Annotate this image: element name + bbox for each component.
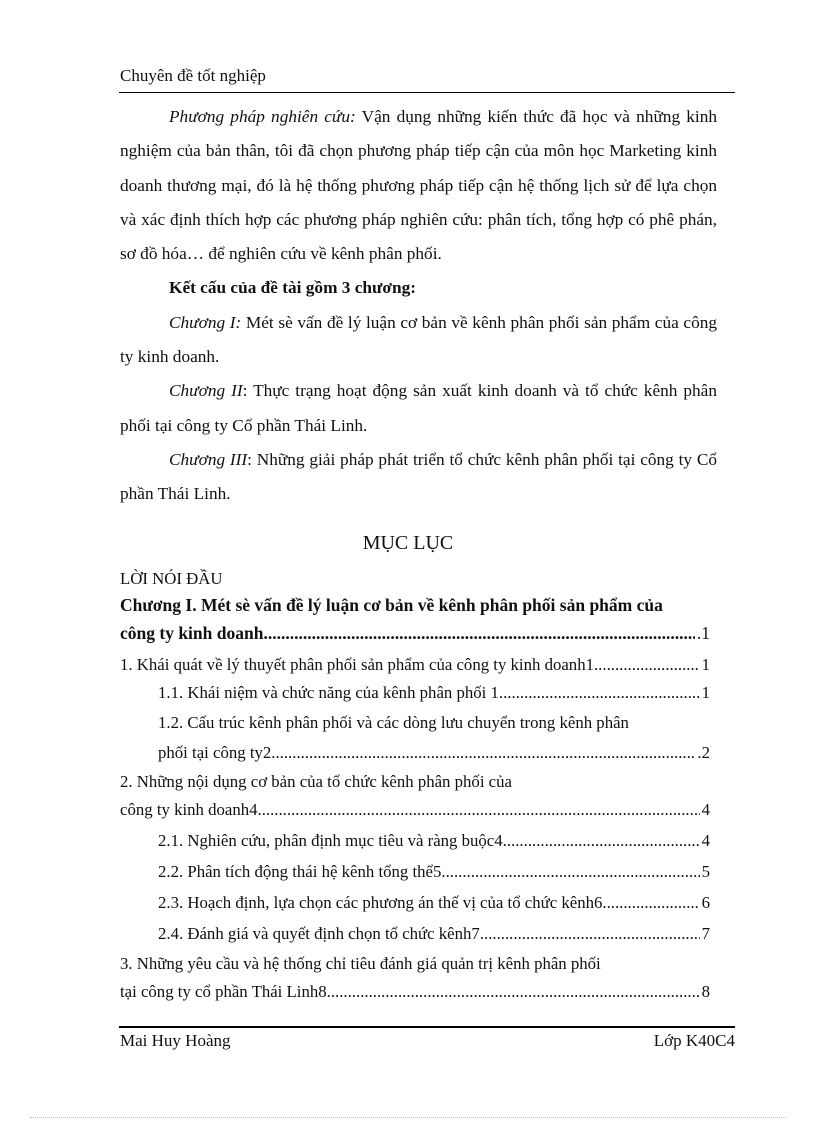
header-rule (119, 92, 735, 93)
toc-page-number: 1 (701, 683, 710, 702)
toc-entry-text: 1.1. Khái niệm và chức năng của kênh phân phối 1 (158, 683, 499, 702)
chapter-label: Chương I: (169, 312, 242, 332)
toc-entry-1-2[interactable] (120, 740, 710, 766)
toc-entry-2-1[interactable] (120, 828, 710, 854)
toc-entry-text: 1. Khái quát về lý thuyết phân phối sản phẩm của công ty kinh doanh1 (120, 655, 594, 674)
toc-leader (602, 890, 699, 916)
toc-title: MỤC LỤC (362, 532, 454, 554)
toc-entry-text: 2.4. Đánh giá và quyết định chọn tổ chức kênh7 (158, 924, 480, 943)
chapter-summary (120, 374, 717, 443)
toc-leader (480, 921, 700, 947)
toc-page-number: 1 (701, 655, 710, 674)
toc-entry-text: 2.3. Hoạch định, lựa chọn các phương án thế vị của tổ chức kênh6 (158, 893, 603, 912)
toc-page-number: 4 (701, 831, 710, 850)
toc-entry-1-2-title[interactable]: 1.2. Cấu trúc kênh phân phối và các dòng lưu chuyển trong kênh phân (158, 713, 629, 732)
chapter-summary (120, 306, 717, 375)
toc-entry-text: tại công ty cổ phần Thái Linh8 (120, 982, 327, 1001)
toc-chapter1[interactable] (120, 620, 710, 646)
toc-entry-2-2[interactable] (120, 859, 710, 885)
structure-heading: Kết cấu của đề tài gồm 3 chương: (169, 278, 416, 298)
toc-entry-1-1[interactable] (120, 680, 710, 706)
method-label: Phương pháp nghiên cứu: (169, 107, 356, 126)
toc-entry-1[interactable] (120, 652, 710, 678)
toc-entry-3[interactable] (120, 979, 710, 1005)
toc-entry-text: phối tại công ty2 (158, 743, 272, 762)
chapter-text: : Thực trạng hoạt động sản xuất kinh doanh và tổ chức kênh phân phối tại công ty Cổ phần Thái Linh. (120, 381, 717, 435)
toc-leader (271, 740, 695, 766)
page-header-title: Chuyên đề tốt nghiệp (120, 66, 266, 85)
method-paragraph (120, 100, 717, 271)
method-text: Vận dụng những kiến thức đã học và những kinh nghiệm của bản thân, tôi đã chọn phương pháp tiếp cận của môn học Marketing kinh doanh thương mại, đó là hệ thống phương pháp tiếp cận hệ thống lịch sử để lựa chọn và xác định thích hợp các phương pháp nghiên cứu: phân tích, tổng hợp có phê phán, sơ đồ hóa… để nghiên cứu về kênh phân phối. (120, 107, 717, 264)
chapter-text: Mét sè vấn đề lý luận cơ bản về kênh phân phối sản phẩm của công ty kinh doanh. (120, 312, 718, 367)
toc-entry-3-title[interactable]: 3. Những yêu cầu và hệ thống chỉ tiêu đánh giá quản trị kênh phân phối (120, 954, 601, 973)
footer-rule (119, 1026, 735, 1028)
toc-page-number: 4 (701, 800, 710, 819)
toc-entry-2-4[interactable] (120, 921, 710, 947)
toc-entry-2[interactable] (120, 797, 710, 823)
toc-chapter1-title[interactable]: Chương I. Mét sè vấn đề lý luận cơ bản về kênh phân phối sản phẩm của (120, 595, 663, 615)
toc-entry-text: 2.1. Nghiên cứu, phân định mục tiêu và ràng buộc4 (158, 831, 503, 850)
toc-page-number: .1 (696, 623, 710, 643)
toc-entry-text: công ty kinh doanh4 (120, 800, 258, 819)
toc-leader (503, 828, 700, 854)
toc-page-number: 6 (701, 893, 710, 912)
toc-leader (594, 652, 700, 678)
toc-preface[interactable]: LỜI NÓI ĐẦU (120, 569, 223, 588)
toc-leader (327, 979, 700, 1005)
toc-page-number: .2 (697, 743, 710, 762)
toc-entry-text: công ty kinh doanh (120, 623, 264, 643)
chapter-text: : Những giải pháp phát triển tổ chức kênh phân phối tại công ty Cổ phần Thái Linh. (120, 449, 718, 504)
footer-author: Mai Huy Hoàng (120, 1031, 231, 1050)
page-edge-divider (30, 1117, 786, 1118)
toc-leader (258, 797, 700, 823)
toc-entry-2-title[interactable]: 2. Những nội dụng cơ bản của tổ chức kênh phân phối của (120, 772, 512, 791)
chapter-summary (120, 443, 717, 512)
intro-section (120, 100, 717, 512)
toc-page-number: 5 (701, 862, 710, 881)
toc-entry-2-3[interactable] (120, 890, 710, 916)
toc-page-number: 7 (701, 924, 710, 943)
toc-leader (499, 680, 700, 706)
toc-page-number: 8 (701, 982, 710, 1001)
toc-leader (441, 859, 699, 885)
chapter-label: Chương II (169, 381, 243, 401)
toc-entry-text: 2.2. Phân tích động thái hệ kênh tổng thể5 (158, 862, 442, 881)
chapter-label: Chương III (169, 449, 248, 469)
toc-leader (263, 620, 694, 646)
footer-class: Lớp K40C4 (653, 1031, 735, 1050)
